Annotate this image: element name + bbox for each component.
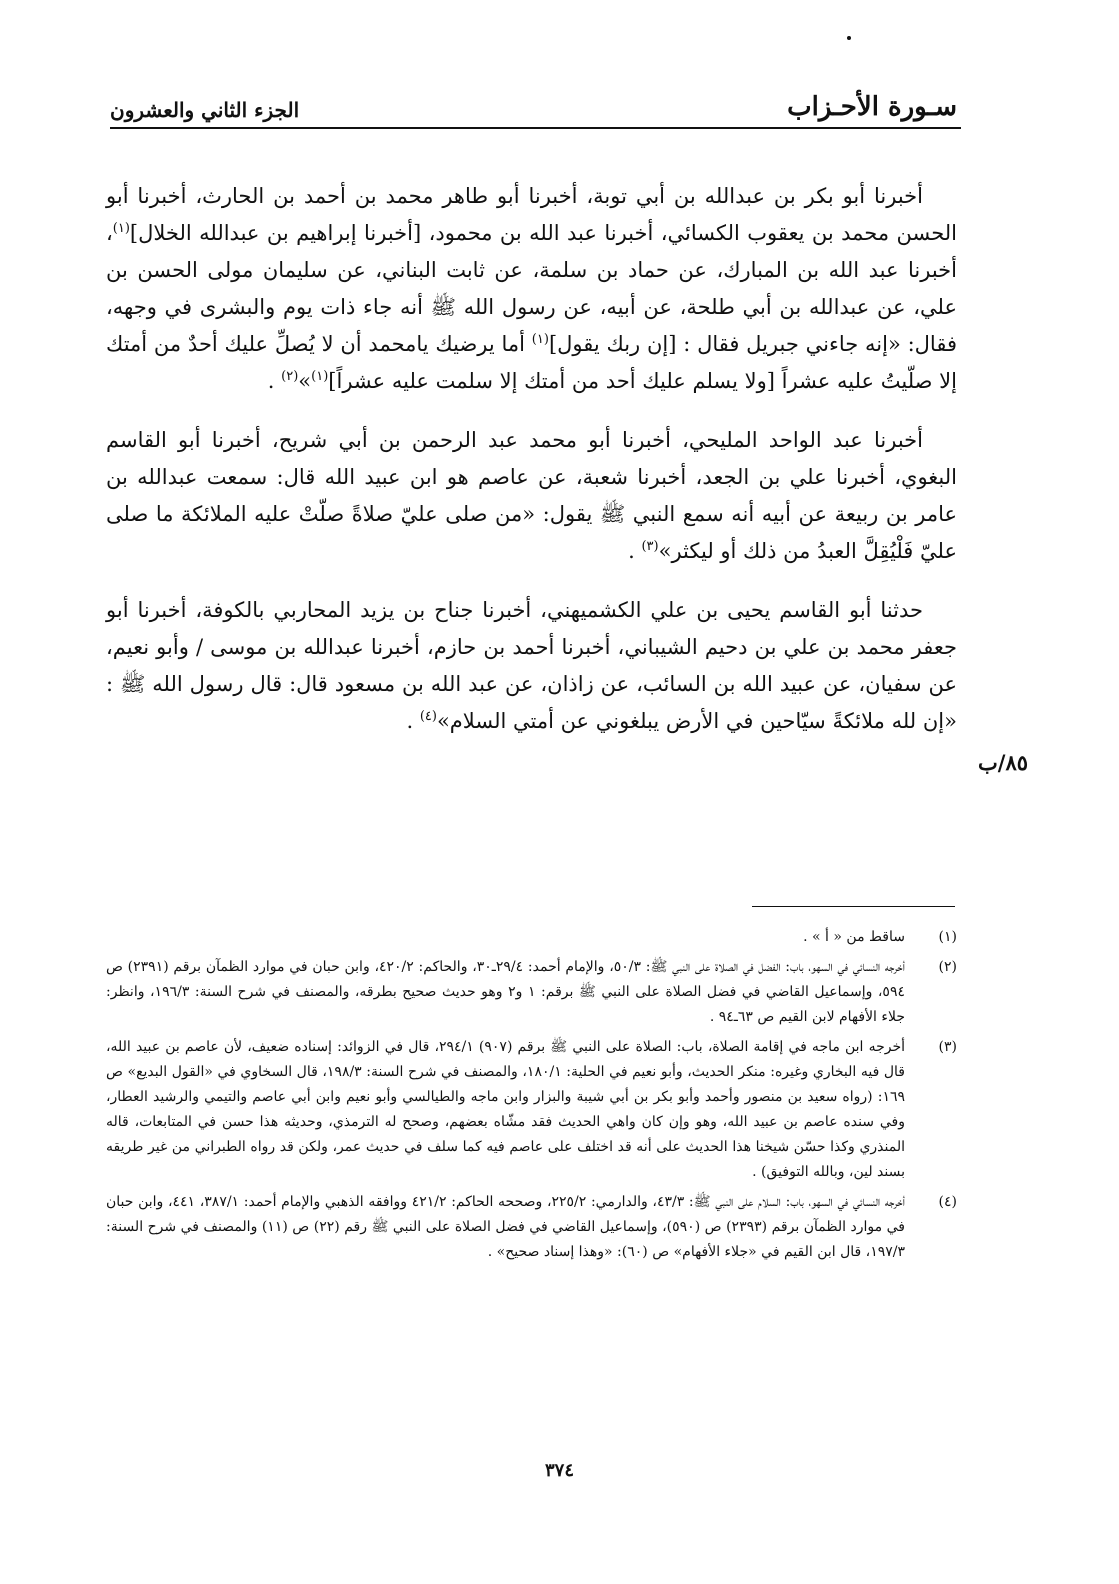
header-rule: [110, 127, 961, 129]
surah-title: سـورة الأحـزاب: [787, 92, 957, 122]
footnote-text: أخرجه النسائي في السهو، باب: السلام على النبي ﷺ: ٤٣/٣، والدارمي: ٢٢٥/٢، وصححه الحاكم: ٤٢١/٢ ووافقه الذهبي والإمام أحمد: ٣٨٧/١، ٤٤١، وابن حبان في موارد الظمآن برقم (٢٣٩٣) ص (٥٩٠)، وإسماعيل القاضي في فضل الصلاة على النبي ﷺ رقم (٢٢) ص (١١) والمصنف في شرح السنة: ١٩٧/٣، قال ابن القيم في «جلاء الأفهام» ص (٦٠): «وهذا إسناد صحيح» .: [106, 1194, 906, 1260]
paragraph-text: أخبرنا أبو بكر بن عبدالله بن أبي توبة، أخبرنا أبو طاهر محمد بن أحمد بن الحارث، أخبرنا أبو الحسن محمد بن يعقوب الكسائي، أخبرنا عبد الله بن محمود، [أخبرنا إبراهيم بن عبدالله الخلال]: [106, 184, 957, 245]
ink-dot: [847, 36, 851, 40]
footnote-number: (١): [938, 929, 957, 945]
footnote-reference: (٣): [641, 539, 659, 554]
hadith-paragraph: [106, 592, 957, 740]
footnote-item: [106, 955, 957, 1030]
hadith-paragraph: [106, 422, 957, 570]
paragraph-text: »: [298, 369, 312, 393]
footnote-number: (٤): [938, 1194, 957, 1210]
paragraph-text: .: [406, 709, 420, 733]
footnote-reference: (١): [112, 221, 130, 236]
footnote-text: أخرجه النسائي في السهو، باب: الفضل في الصلاة على النبي ﷺ: ٥٠/٣، والإمام أحمد: ٢٩/٤ـ٣٠، والحاكم: ٤٢٠/٢، وابن حبان في موارد الظمآن برقم (٢٣٩١) ص ٥٩٤، وإسماعيل القاضي في فضل الصلاة على النبي ﷺ برقم: ١ و٢ وهو حديث صحيح بطرقه، والمصنف في شرح السنة: ١٩٦/٣، وانظر: جلاء الأفهام لابن القيم ص ٦٣ـ٩٤ .: [106, 959, 906, 1025]
running-header: [110, 82, 957, 122]
footnote-item: [106, 1035, 957, 1185]
hadith-paragraph: [106, 178, 957, 400]
paragraph-text: .: [628, 539, 642, 563]
footnote-reference: (٢): [281, 369, 299, 384]
paragraph-text: أما يرضيك يامحمد أن لا يُصلِّ عليك أحدٌ من أمتك إلا صلّيتُ عليه عشراً [ولا يسلم عليك أحد من أمتك إلا سلمت عليه عشراً]: [106, 332, 957, 393]
paragraph-text: ، أخبرنا عبد الله بن المبارك، عن حماد بن سلمة، عن ثابت البناني، عن سليمان مولى الحسن بن علي، عن عبدالله بن أبي طلحة، عن أبيه، عن رسول الله ﷺ أنه جاء ذات يوم والبشرى في وجهه، فقال: «إنه جاءني جبريل فقال : [إن ربك يقول]: [106, 221, 957, 356]
main-text: [106, 178, 957, 762]
footnote-reference: (٤): [419, 709, 437, 724]
paragraph-text: .: [267, 369, 282, 393]
paragraph-text: أخبرنا عبد الواحد المليحي، أخبرنا أبو محمد عبد الرحمن بن أبي شريح، أخبرنا أبو القاسم البغوي، أخبرنا علي بن الجعد، أخبرنا شعبة، عن عاصم هو ابن عبيد الله قال: سمعت عبدالله بن عامر بن ربيعة عن أبيه أنه سمع النبي ﷺ يقول: «من صلى عليّ صلاةً صلّتْ عليه الملائكة ما صلى عليّ فَلْيُقِلَّ العبدُ من ذلك أو ليكثر»: [106, 428, 957, 563]
footnote-text: أخرجه ابن ماجه في إقامة الصلاة، باب: الصلاة على النبي ﷺ برقم (٩٠٧) ٢٩٤/١، قال في الزوائد: إسناده ضعيف، لأن عاصم بن عبيد الله، قال فيه البخاري وغيره: منكر الحديث، وأبو نعيم في الحلية: ١٨٠/١، والمصنف في شرح السنة: ١٩٨/٣، قال السخاوي في «القول البديع» ص ١٦٩: (رواه سعيد بن منصور وأحمد وأبو بكر بن أبي شيبة والبزار وابن ماجه والطيالسي وأبو نعيم وابن أبي عاصم والتيمي والرشيد العطار، وفي سنده عاصم بن عبيد الله، وهو وإن كان واهي الحديث فقد مشّاه بعضهم، وصحح له الترمذي، وحديثه هذا حسن في المتابعات، قاله المنذري وكذا حسّن شيخنا هذا الحديث على أنه قد اختلف على عاصم فيه كما سلف في حديث عمر، ولكن قد رواه الطبراني من غير طريقه بسند لين، وبالله التوفيق) .: [106, 1039, 905, 1180]
page-number: ٣٧٤: [544, 1460, 574, 1481]
footnote-number: (٢): [938, 959, 957, 975]
footnote-item: [106, 1190, 957, 1265]
footnote-number: (٣): [938, 1039, 957, 1055]
footnotes: [106, 925, 957, 1270]
footnote-text: ساقط من « أ » .: [803, 929, 905, 945]
paragraph-text: حدثنا أبو القاسم يحيى بن علي الكشميهني، أخبرنا جناح بن يزيد المحاربي بالكوفة، أخبرنا أبو جعفر محمد بن علي بن دحيم الشيباني، أخبرنا أحمد بن حازم، أخبرنا عبدالله بن موسى / وأبو نعيم، عن سفيان، عن عبيد الله بن السائب، عن زاذان، عن عبد الله بن مسعود قال: قال رسول الله ﷺ : «إن لله ملائكةً سيّاحين في الأرض يبلغوني عن أمتي السلام»: [106, 598, 957, 733]
footnote-separator: [752, 906, 955, 907]
footnote-reference: (١): [311, 369, 329, 384]
footnote-reference: (١): [531, 332, 549, 347]
manuscript-folio-marker: ٨٥/ب: [977, 750, 1028, 775]
juz-title: الجزء الثاني والعشرون: [110, 98, 300, 122]
footnote-item: [106, 925, 957, 950]
